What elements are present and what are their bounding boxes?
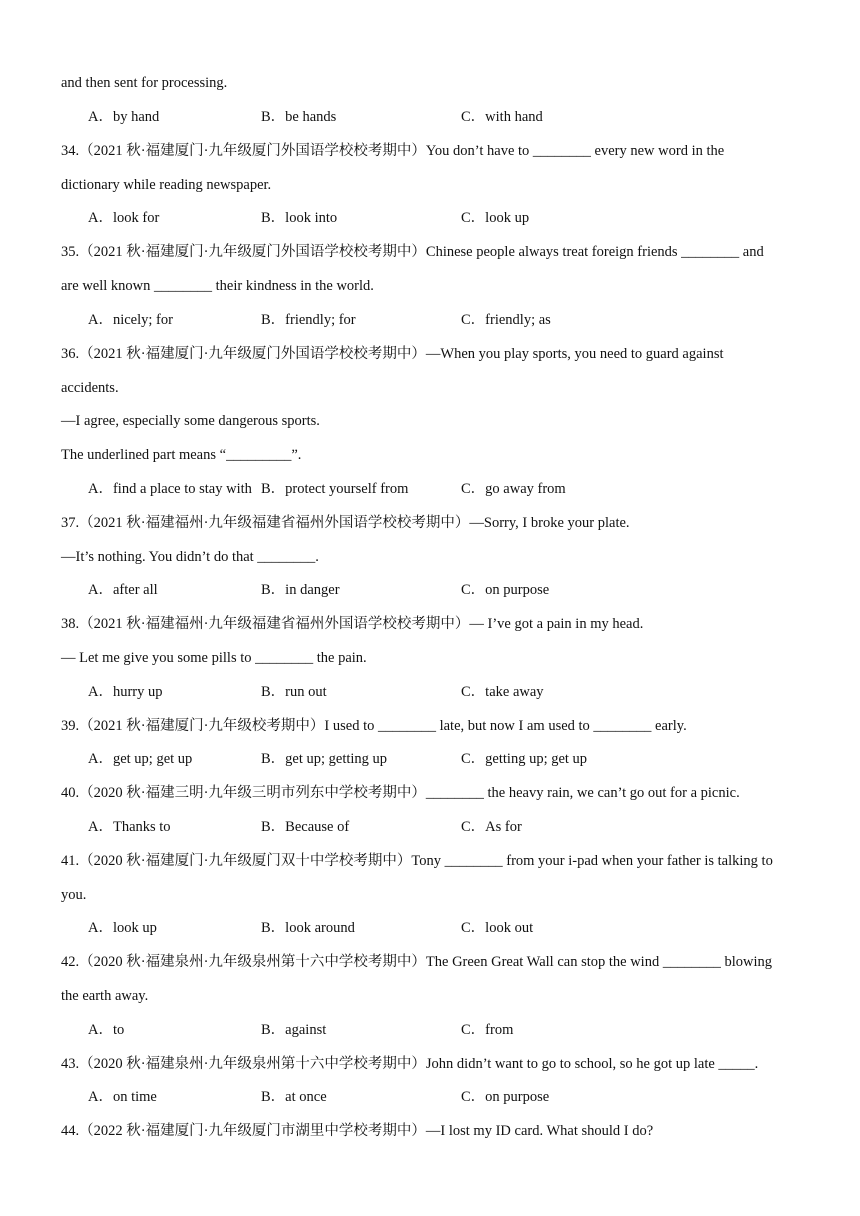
option-a: A．after all [88, 582, 158, 598]
option-b: B．friendly; for [261, 312, 356, 328]
option-c: C．friendly; as [461, 312, 551, 328]
option-b: B．protect yourself from [261, 481, 409, 497]
option-b: B．get up; getting up [261, 751, 388, 767]
question-42-stem: 42.（2020 秋·福建泉州·九年级泉州第十六中学校考期中）The Green Great Wall can stop the wind ________ blowing [61, 954, 772, 970]
option-b: B．look around [261, 920, 355, 936]
question-34-stem: 34.（2021 秋·福建厦门·九年级厦门外国语学校校考期中）You don’t have to ________ every new word in the [61, 143, 725, 159]
question-43-stem: 43.（2020 秋·福建泉州·九年级泉州第十六中学校考期中）John didn’t want to go to school, so he got up late _____. [61, 1056, 759, 1072]
option-c: C．on purpose [461, 582, 550, 598]
text-line: accidents. [61, 380, 119, 396]
option-c: C．getting up; get up [461, 751, 588, 767]
option-a: A．nicely; for [88, 312, 173, 328]
option-a: A．on time [88, 1089, 157, 1105]
option-a: A．by hand [88, 109, 160, 125]
text-line: are well known ________ their kindness in the world. [61, 278, 374, 294]
question-40-stem: 40.（2020 秋·福建三明·九年级三明市列东中学校考期中）________ the heavy rain, we can’t go out for a picnic. [61, 785, 740, 801]
question-36-stem: 36.（2021 秋·福建厦门·九年级厦门外国语学校校考期中）—When you play sports, you need to guard against [61, 346, 724, 362]
option-a: A．find a place to stay with [88, 481, 252, 497]
option-a: A．Thanks to [88, 819, 171, 835]
option-b: B．at once [261, 1089, 327, 1105]
question-35-stem: 35.（2021 秋·福建厦门·九年级厦门外国语学校校考期中）Chinese people always treat foreign friends ________ and [61, 244, 764, 260]
text-line: and then sent for processing. [61, 75, 228, 91]
text-line: —I agree, especially some dangerous sports. [61, 413, 320, 429]
option-c: C．with hand [461, 109, 543, 125]
option-a: A．look for [88, 210, 160, 226]
option-c: C．from [461, 1022, 514, 1038]
option-b: B．look into [261, 210, 338, 226]
option-b: B．run out [261, 684, 327, 700]
question-37-stem: 37.（2021 秋·福建福州·九年级福建省福州外国语学校校考期中）—Sorry, I broke your plate. [61, 515, 630, 531]
option-c: C．As for [461, 819, 522, 835]
option-c: C．go away from [461, 481, 566, 497]
option-b: B．against [261, 1022, 327, 1038]
option-a: A．to [88, 1022, 125, 1038]
text-line: —It’s nothing. You didn’t do that ________. [61, 549, 319, 565]
text-line: the earth away. [61, 988, 149, 1004]
option-c: C．take away [461, 684, 544, 700]
question-39-stem: 39.（2021 秋·福建厦门·九年级校考期中）I used to ________ late, but now I am used to ________ early. [61, 718, 687, 734]
option-b: B．Because of [261, 819, 350, 835]
option-a: A．look up [88, 920, 157, 936]
question-44-stem: 44.（2022 秋·福建厦门·九年级厦门市湖里中学校考期中）—I lost my ID card. What should I do? [61, 1123, 654, 1139]
text-line: you. [61, 887, 87, 903]
option-c: C．on purpose [461, 1089, 550, 1105]
option-a: A．get up; get up [88, 751, 193, 767]
question-41-stem: 41.（2020 秋·福建厦门·九年级厦门双十中学校考期中）Tony ________ from your i-pad when your father is talking to [61, 853, 773, 869]
option-b: B．in danger [261, 582, 340, 598]
option-b: B．be hands [261, 109, 337, 125]
text-line: dictionary while reading newspaper. [61, 177, 272, 193]
option-c: C．look up [461, 210, 530, 226]
option-c: C．look out [461, 920, 534, 936]
text-line: — Let me give you some pills to ________ the pain. [61, 650, 367, 666]
text-line: The underlined part means “_________”. [61, 447, 302, 463]
option-a: A．hurry up [88, 684, 163, 700]
question-38-stem: 38.（2021 秋·福建福州·九年级福建省福州外国语学校校考期中）— I’ve got a pain in my head. [61, 616, 644, 632]
